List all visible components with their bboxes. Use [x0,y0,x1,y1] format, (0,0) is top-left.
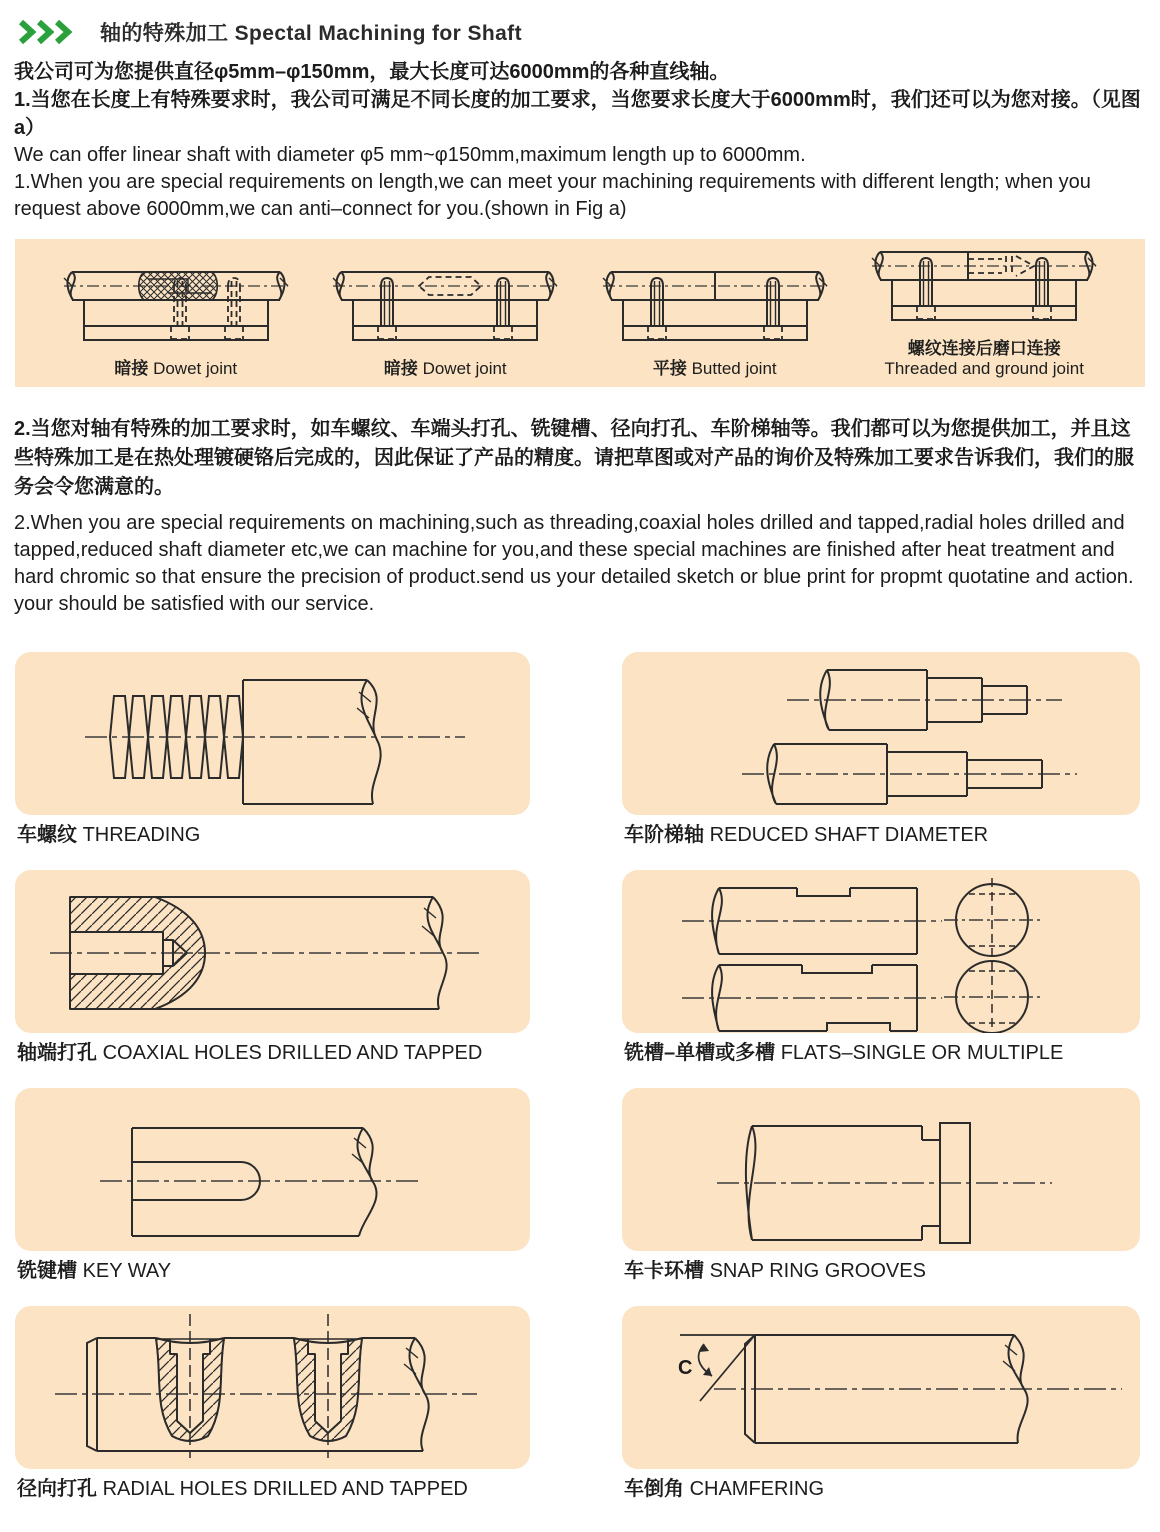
panel-caption: 铣键槽 KEY WAY [17,1260,172,1282]
radial-holes-diagram [15,1306,530,1469]
joint-dowel-hidden [56,264,296,379]
chamfer-angle-label: C [678,1357,693,1379]
panel-caption: 铣槽–单槽或多槽 FLATS–SINGLE OR MULTIPLE [624,1042,1064,1064]
panel-chamfering [622,1306,1140,1524]
panel-snap-ring [622,1088,1140,1306]
panel-caption: 车倒角 CHAMFERING [624,1478,825,1500]
machining-en: 2.When you are special requirements on machining,such as threading,coaxial holes drilled and tapped,radial holes drilled and tapped,reduced shaft diameter etc,we can machine for you,and these special machines are finished after heat treatment and hard chromic so that ensure the precision of product.send us your detailed sketch or blue print for propmt quotatine and action. your should be satisfied with our service. [14,512,1134,615]
intro-section [0,48,1160,223]
panel-reduced-shaft [622,652,1140,870]
panel-caption: 径向打孔 RADIAL HOLES DRILLED AND TAPPED [17,1478,468,1500]
chamfering-diagram [622,1306,1140,1469]
machining-zh: 2.当您对轴有特殊的加工要求时，如车螺纹、车端头打孔、铣键槽、径向打孔、车阶梯轴等。我们都可以为您提供加工，并且这些特殊加工是在热处理镀硬铬后完成的，因此保证了产品的精度。请把草图或对产品的询价及特殊加工要求告诉我们，我们的服务会令您满意的。 [14,418,1134,498]
panel-key-way [15,1088,530,1306]
dowel-joint-dashed-diagram [325,264,565,358]
joint-caption: 暗接 Dowet joint [114,359,238,378]
joint-types-banner [15,239,1145,387]
intro-zh-line1: 我公司可为您提供直径φ5mm–φ150mm，最大长度可达6000mm的各种直线轴。 [14,61,730,83]
panel-caption: 车螺纹 THREADING [17,824,201,846]
reduced-shaft-diagram [622,652,1140,815]
joint-caption: 螺纹连接后磨口连接 Threaded and ground joint [884,339,1084,378]
panel-coaxial-holes [15,870,530,1088]
intro-zh-line2: 1.当您在长度上有特殊要求时，我公司可满足不同长度的加工要求，当您要求长度大于6000mm时，我们还可以为您对接。（见图a） [14,89,1141,139]
joint-dowel-dashed [325,264,565,379]
flats-diagram [622,870,1140,1033]
butted-joint-diagram [595,264,835,358]
joint-caption: 平接 Butted joint [652,359,777,378]
key-way-diagram [15,1088,530,1251]
page-header [0,0,1160,48]
panel-radial-holes [15,1306,530,1524]
panel-caption: 车阶梯轴 REDUCED SHAFT DIAMETER [624,824,989,846]
panel-threading [15,652,530,870]
threading-diagram [15,652,530,815]
joint-butted [595,264,835,379]
joint-threaded-ground [864,244,1104,379]
panel-caption: 轴端打孔 COAXIAL HOLES DRILLED AND TAPPED [17,1042,483,1064]
dowel-joint-crosshatch-diagram [56,264,296,358]
triple-chevron-icon [18,19,80,45]
machining-examples-grid [15,652,1140,1524]
threaded-ground-joint-diagram [864,244,1104,338]
intro-en-line1: We can offer linear shaft with diameter φ5 mm~φ150mm,maximum length up to 6000mm. [14,144,806,166]
joint-caption: 暗接 Dowet joint [383,359,507,378]
coaxial-holes-diagram [15,870,530,1033]
panel-flats [622,870,1140,1088]
intro-en-line2: 1.When you are special requirements on length,we can meet your machining requirements with different length; when you request above 6000mm,we can anti–connect for you.(shown in Fig a) [14,171,1091,220]
machining-section [0,387,1160,618]
panel-caption: 车卡环槽 SNAP RING GROOVES [624,1260,926,1282]
page-title: 轴的特殊加工 Spectal Machining for Shaft [100,22,522,45]
snap-ring-diagram [622,1088,1140,1251]
